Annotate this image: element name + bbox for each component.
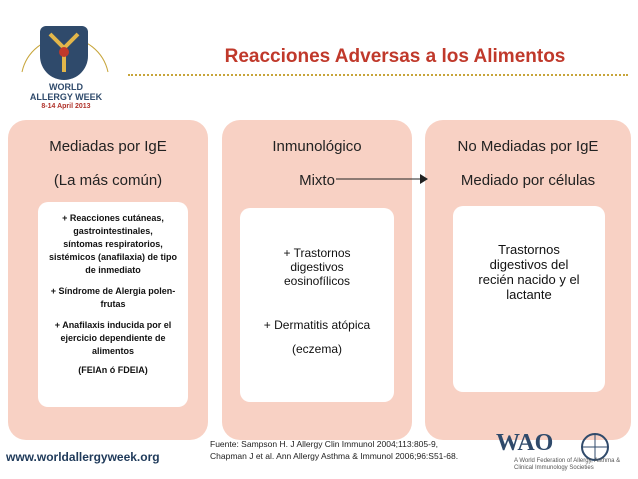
card-non-ige-content (453, 206, 605, 392)
card-heading: Inmunológico (272, 138, 362, 155)
page-title: Reacciones Adversas a los Alimentos (224, 46, 566, 67)
wao-logo (496, 428, 632, 478)
card-ige-item: gastrointestinales, (73, 226, 153, 236)
card-subheading: Mediado por células (460, 172, 596, 189)
card-non-ige-item: Trastornos digestivos del recién nacido y el lactante (478, 242, 580, 302)
card-ige (8, 120, 208, 440)
card-mixed (222, 120, 412, 440)
logo-shield-icon (40, 26, 88, 80)
card-ige-item: + Síndrome de Alergia polen-frutas (50, 286, 176, 309)
arrow-icon (336, 172, 428, 186)
logo-line-2: ALLERGY WEEK (29, 92, 103, 102)
card-mixed-item: (eczema) (291, 342, 342, 356)
website-link[interactable]: www.worldallergyweek.org (6, 450, 160, 464)
card-ige-item: + Reacciones cutáneas, (62, 213, 164, 223)
wao-name: WAO (496, 430, 554, 456)
wao-subtitle: A World Federation of Allergy, Asthma & Clinical Immunology Societies (514, 458, 621, 471)
footnote-line-2: Chapman J et al. Ann Allergy Asthma & Immunol 2006;96:S51-68. (210, 451, 459, 461)
card-ige-item: + Anafilaxis inducida por el ejercicio dependiente de alimentos (54, 320, 172, 356)
card-mixed-item: + Dermatitis atópica (263, 318, 371, 332)
card-subheading: (La más común) (53, 172, 163, 189)
card-ige-content (38, 202, 188, 407)
logo-dates: 8-14 April 2013 (41, 103, 91, 110)
footnote-line-1: Fuente: Sampson H. J Allergy Clin Immunol 2004;113:805-9, (210, 439, 439, 449)
logo-line-1: WORLD (49, 82, 83, 92)
card-mixed-content (240, 208, 394, 402)
card-ige-item: (FEIAn ó FDEIA) (78, 365, 148, 375)
card-heading: Mediadas por IgE (49, 138, 167, 155)
logo-text (24, 82, 108, 112)
world-allergy-week-logo (6, 6, 124, 118)
title-underline (128, 74, 628, 76)
card-subheading: Mixto (299, 172, 335, 189)
card-non-ige (425, 120, 631, 440)
card-ige-item: sistémicos (anafilaxia) de tipo de inmediato (48, 252, 178, 275)
source-footnote (210, 438, 480, 462)
card-heading: No Mediadas por IgE (457, 138, 599, 155)
card-mixed-item: + Trastornos digestivos eosinofílicos (283, 246, 351, 288)
card-ige-item: síntomas respiratorios, (63, 239, 163, 249)
